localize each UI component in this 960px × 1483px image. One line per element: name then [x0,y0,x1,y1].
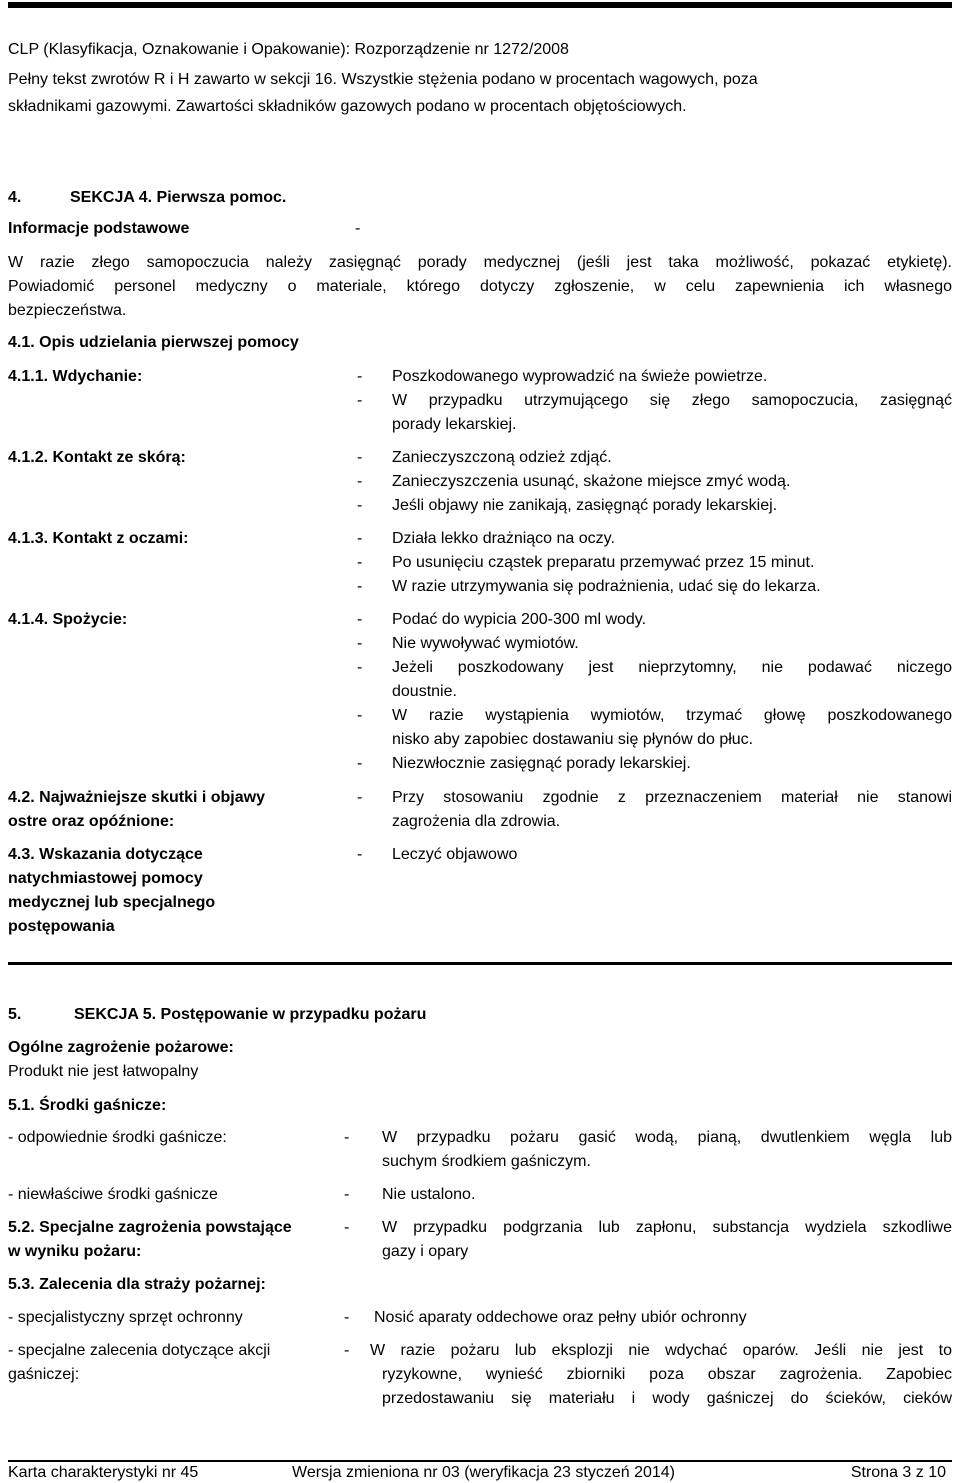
s414-item-3: Jeżeli poszkodowany jest nieprzytomny, nie podawać niczego [392,659,952,676]
dash: - [344,1186,350,1203]
dash: - [344,1129,350,1146]
s414-item-4: W razie wystąpienia wymiotów, trzymać głowę poszkodowanego [392,707,952,724]
suitable-media-text-1: W przypadku pożaru gasić wodą, pianą, dwutlenkiem węgla lub [382,1129,952,1146]
advice-text-2: ryzykowne, wynieść zbiorniki poza obszar zagrożenia. Zapobiec [382,1366,952,1383]
header-line-2: Pełny tekst zwrotów R i H zawarto w sekcji 16. Wszystkie stężenia podano w procentach wagowych, poza [8,71,758,88]
s52-label-1: 5.2. Specjalne zagrożenia powstające [8,1219,292,1236]
s412-item-3: Jeśli objawy nie zanikają, zasięgnąć porady lekarskiej. [392,497,778,514]
equipment-label: - specjalistyczny sprzęt ochronny [8,1309,243,1326]
dash: - [357,530,363,547]
equipment-text: Nosić aparaty oddechowe oraz pełny ubiór ochronny [374,1309,747,1326]
section-5-1-title: 5.1. Środki gaśnicze: [8,1097,167,1114]
unsuitable-media-text: Nie ustalono. [382,1186,476,1203]
dash: - [357,611,363,628]
footer-version: Wersja zmieniona nr 03 (weryfikacja 23 styczeń 2014) [292,1464,675,1481]
section4-number: 4. [8,189,22,206]
basic-info-text-2: Powiadomić personel medyczny o materiale, którego dotyczy zgłoszenie, w celu zapewnienia ich własnego [8,278,952,295]
s413-label: 4.1.3. Kontakt z oczami: [8,530,189,547]
unsuitable-media-label: - niewłaściwe środki gaśnicze [8,1186,218,1203]
basic-info-text-1: W razie złego samopoczucia należy zasięgnąć porady medycznej (jeśli jest taka możliwość, pokazać etykietę). [8,254,952,271]
section-4-1-title: 4.1. Opis udzielania pierwszej pomocy [8,334,299,351]
s52-label-2: w wyniku pożaru: [8,1243,142,1260]
s42-label-1: 4.2. Najważniejsze skutki i objawy [8,789,265,806]
dash: - [344,1342,350,1359]
dash: - [344,1219,350,1236]
dash: - [357,635,363,652]
s52-text-1: W przypadku podgrzania lub zapłonu, substancja wydziela szkodliwe [382,1219,952,1236]
suitable-media-text-2: suchym środkiem gaśniczym. [382,1153,591,1170]
dash: - [357,392,363,409]
s42-text-1: Przy stosowaniu zgodnie z przeznaczeniem materiał nie stanowi [392,789,952,806]
section5-title: SEKCJA 5. Postępowanie w przypadku pożaru [74,1006,427,1023]
s413-item-2: Po usunięciu cząstek preparatu przemywać przez 15 minut. [392,554,815,571]
s43-label-4: postępowania [8,918,115,935]
s414-item-1: Podać do wypicia 200-300 ml wody. [392,611,647,628]
s412-label: 4.1.2. Kontakt ze skórą: [8,449,186,466]
dash: - [344,1309,350,1326]
header-line-3: składnikami gazowymi. Zawartości składników gazowych podano w procentach objętościowych. [8,98,687,115]
section4-title: SEKCJA 4. Pierwsza pomoc. [70,189,287,206]
dash: - [357,497,363,514]
footer-doc-id: Karta charakterystyki nr 45 [8,1464,199,1481]
s52-text-2: gazy i opary [382,1243,469,1260]
s43-label-3: medycznej lub specjalnego [8,894,216,911]
advice-label-2: gaśniczej: [8,1366,80,1383]
section-divider [8,962,952,965]
s43-label-1: 4.3. Wskazania dotyczące [8,846,203,863]
header-line-1: CLP (Klasyfikacja, Oznakowanie i Opakowanie): Rozporządzenie nr 1272/2008 [8,41,569,58]
basic-info-text-3: bezpieczeństwa. [8,302,127,319]
basic-info-dash: - [355,220,361,237]
advice-text-1: W razie pożaru lub eksplozji nie wdychać oparów. Jeśli nie jest to [370,1342,952,1359]
dash: - [357,473,363,490]
dash: - [357,449,363,466]
basic-info-label: Informacje podstawowe [8,220,190,237]
advice-label-1: - specjalne zalecenia dotyczące akcji [8,1342,271,1359]
s412-item-1: Zanieczyszczoną odzież zdjąć. [392,449,612,466]
dash: - [357,789,363,806]
section5-number: 5. [8,1006,22,1023]
s414-item-5: Niezwłocznie zasięgnąć porady lekarskiej. [392,755,691,772]
s42-label-2: ostre oraz opóźnione: [8,813,175,830]
s411-item-2-cont: porady lekarskiej. [392,416,517,433]
advice-text-3: przedostawaniu się materiału i wody gaśniczej do ścieków, cieków [382,1390,952,1407]
s414-item-2: Nie wywoływać wymiotów. [392,635,579,652]
section-5-3-title: 5.3. Zalecenia dla straży pożarnej: [8,1276,266,1293]
dash: - [357,578,363,595]
dash: - [357,707,363,724]
footer-page-number: Strona 3 z 10 [850,1464,946,1481]
dash: - [357,554,363,571]
s411-label: 4.1.1. Wdychanie: [8,368,143,385]
general-hazard-label: Ogólne zagrożenie pożarowe: [8,1039,234,1056]
s43-text: Leczyć objawowo [392,846,518,863]
s42-text-2: zagrożenia dla zdrowia. [392,813,561,830]
top-rule [8,2,952,8]
s411-item-2: W przypadku utrzymującego się złego samopoczucia, zasięgnąć [392,392,952,409]
s414-item-3-cont: doustnie. [392,683,457,700]
dash: - [357,659,363,676]
s412-item-2: Zanieczyszczenia usunąć, skażone miejsce zmyć wodą. [392,473,791,490]
s43-label-2: natychmiastowej pomocy [8,870,203,887]
s413-item-3: W razie utrzymywania się podrażnienia, udać się do lekarza. [392,578,821,595]
s414-item-4-cont: nisko aby zapobiec dostawaniu się płynów do płuc. [392,731,754,748]
dash: - [357,755,363,772]
s414-label: 4.1.4. Spożycie: [8,611,128,628]
general-hazard-text: Produkt nie jest łatwopalny [8,1063,199,1080]
page-footer [8,1460,952,1482]
s413-item-1: Działa lekko drażniąco na oczy. [392,530,615,547]
dash: - [357,846,363,863]
s411-item-1: Poszkodowanego wyprowadzić na świeże powietrze. [392,368,768,385]
suitable-media-label: - odpowiednie środki gaśnicze: [8,1129,227,1146]
dash: - [357,368,363,385]
